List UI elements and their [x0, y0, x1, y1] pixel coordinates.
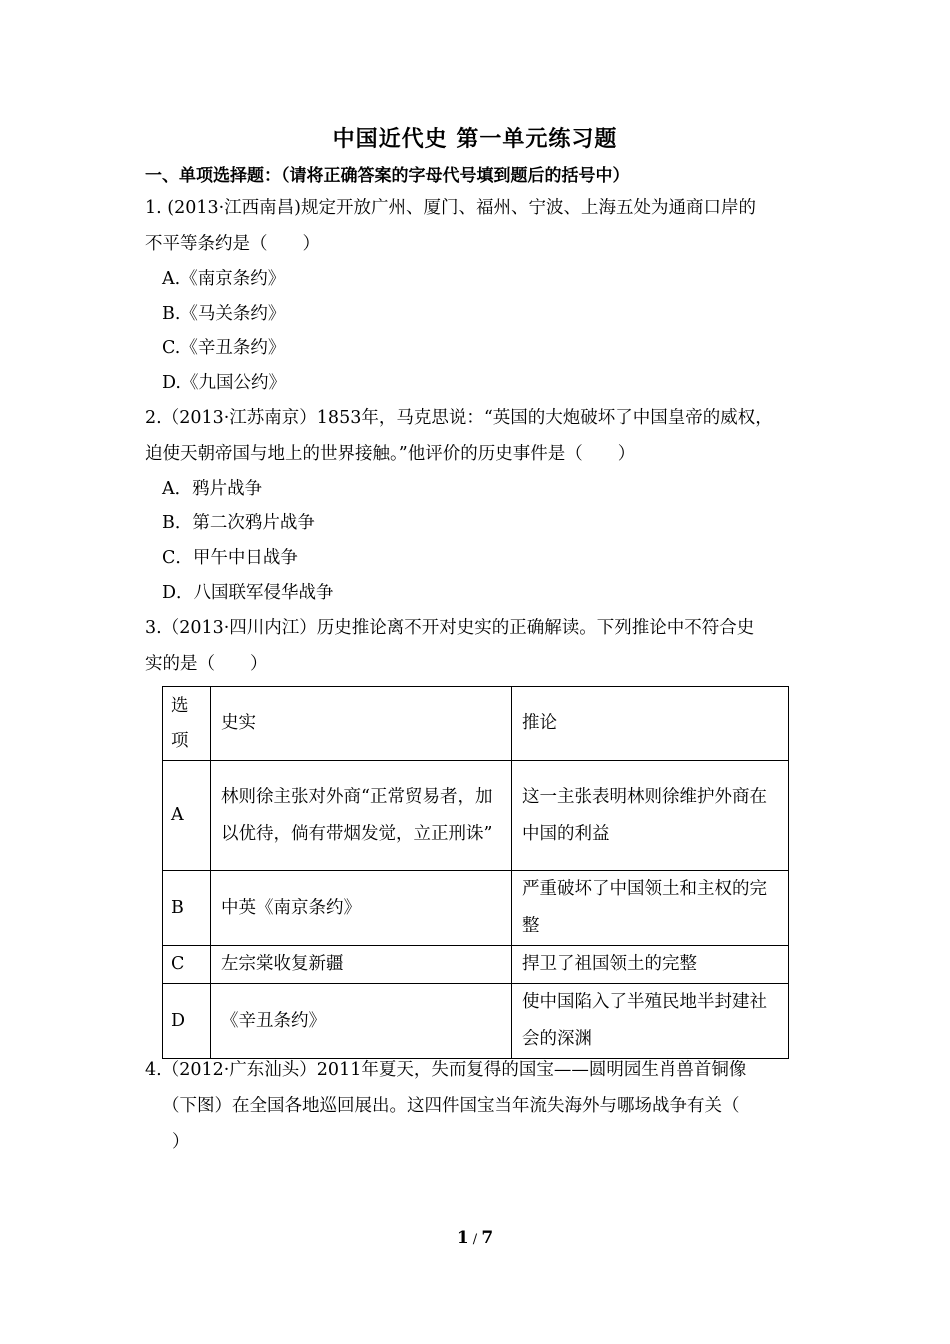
table-cell-inference: 使中国陷入了半殖民地半封建社会的深渊 [512, 984, 789, 1059]
question-2-line-2: 迫使天朝帝国与地上的世界接触。”他评价的历史事件是（ ） [145, 444, 636, 464]
total-pages: 7 [481, 1228, 494, 1248]
table-cell-inference: 严重破坏了中国领土和主权的完整 [512, 871, 789, 946]
question-1-line-1: 1. (2013·江西南昌)规定开放广州、厦门、福州、宁波、上海五处为通商口岸的 [145, 198, 757, 218]
question-4-line-1: 4.（2012·广东汕头）2011年夏天，失而复得的国宝——圆明园生肖兽首铜像 [145, 1060, 747, 1080]
question-2-option-c: C．甲午中日战争 [162, 548, 298, 568]
table-cell-option: D [163, 984, 211, 1059]
page-title: 中国近代史 第一单元练习题 [332, 126, 618, 152]
question-2-line-1: 2.（2013·江苏南京）1853年，马克思说：“英国的大炮破坏了中国皇帝的威权， [145, 408, 773, 428]
section-heading: 一、单项选择题：（请将正确答案的字母代号填到题后的括号中） [145, 166, 630, 186]
question-2-option-b: B．第二次鸦片战争 [162, 513, 315, 533]
table-header-fact: 史实 [211, 687, 512, 761]
table-row [163, 761, 789, 871]
table-cell-inference: 这一主张表明林则徐维护外商在中国的利益 [512, 761, 789, 871]
table-cell-option: A [163, 761, 211, 871]
table-header-inference: 推论 [512, 687, 789, 761]
page-separator: / [468, 1232, 482, 1247]
question-1-line-2: 不平等条约是（ ） [145, 234, 320, 254]
table-header-row [163, 687, 789, 761]
question-2-option-a: A．鸦片战争 [162, 479, 263, 499]
table-cell-fact: 《辛丑条约》 [211, 984, 512, 1059]
table-row [163, 946, 789, 984]
table-cell-option: B [163, 871, 211, 946]
question-4-line-3: ） [172, 1132, 190, 1152]
table-cell-fact: 中英《南京条约》 [211, 871, 512, 946]
table-cell-inference: 捍卫了祖国领土的完整 [512, 946, 789, 984]
question-3-line-1: 3.（2013·四川内江）历史推论离不开对史实的正确解读。下列推论中不符合史 [145, 618, 755, 638]
table-cell-fact: 林则徐主张对外商“正常贸易者，加以优待，倘有带烟发觉，立正刑诛” [211, 761, 512, 871]
table-cell-fact: 左宗棠收复新疆 [211, 946, 512, 984]
question-3-line-2: 实的是（ ） [145, 654, 268, 674]
table-row [163, 871, 789, 946]
question-1-option-d: D.《九国公约》 [162, 373, 286, 393]
table-cell-option: C [163, 946, 211, 984]
table-header-option: 选项 [163, 687, 211, 761]
table-row [163, 984, 789, 1059]
question-1-option-c: C.《辛丑条约》 [162, 338, 286, 358]
question-1-option-a: A.《南京条约》 [162, 269, 286, 289]
current-page: 1 [456, 1228, 469, 1248]
question-1-option-b: B.《马关条约》 [162, 304, 286, 324]
page-number [0, 1228, 950, 1248]
question-2-option-d: D．八国联军侵华战争 [162, 583, 334, 603]
question-4-line-2: （下图）在全国各地巡回展出。这四件国宝当年流失海外与哪场战争有关（ [162, 1096, 740, 1116]
history-inference-table [162, 686, 789, 1059]
